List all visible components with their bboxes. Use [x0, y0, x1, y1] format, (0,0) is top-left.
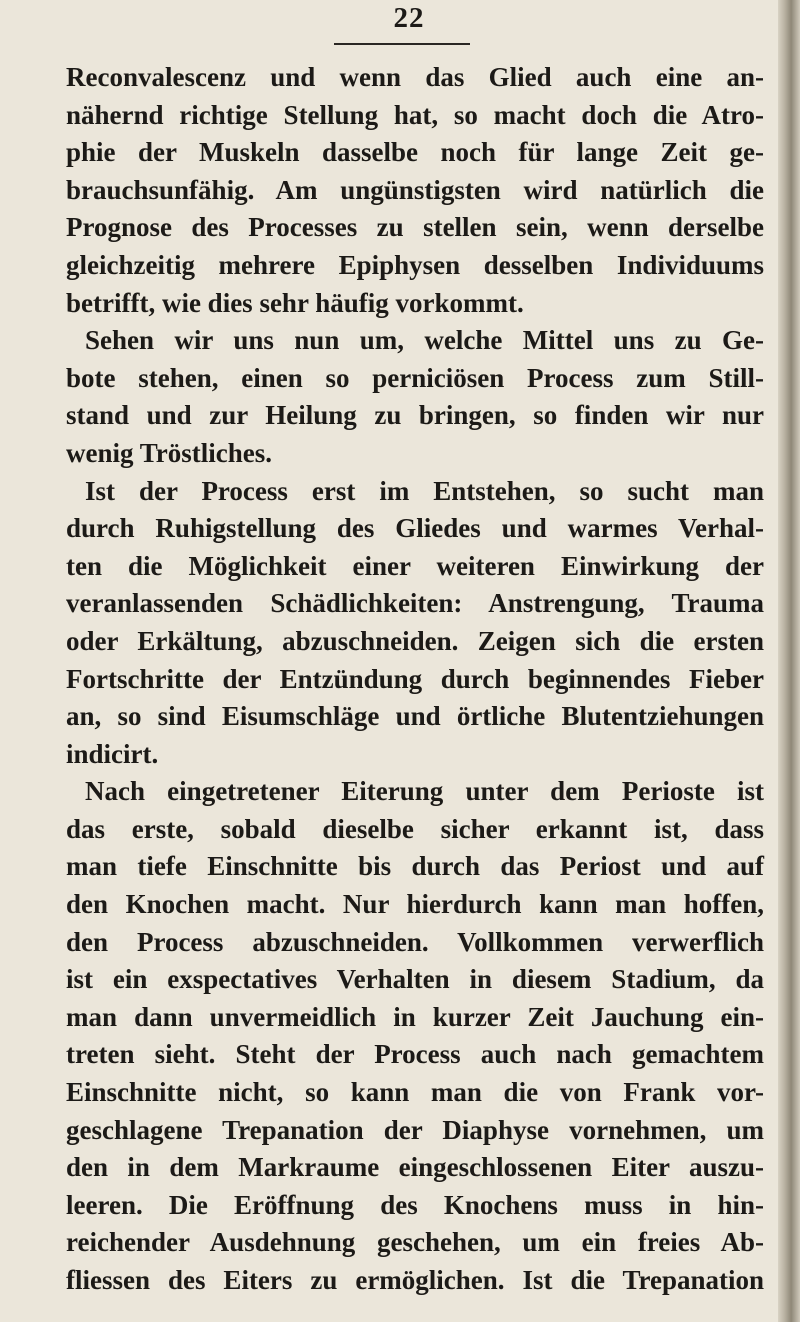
text-line: Fortschritte der Entzündung durch beginnendes Fieber	[66, 663, 764, 694]
text-line: an, so sind Eisumschläge und örtliche Blutentziehungen	[66, 701, 764, 732]
page-number	[0, 2, 800, 35]
text-line: Prognose des Processes zu stellen sein, wenn derselbe	[66, 212, 764, 243]
text-line: oder Erkältung, abzuschneiden. Zeigen sich die ersten	[66, 625, 764, 656]
text-line: brauchsunfähig. Am ungünstigsten wird natürlich die	[66, 174, 764, 205]
text-line: gleichzeitig mehrere Epiphysen desselben Individuums	[66, 249, 764, 280]
text-line: indicirt.	[66, 738, 159, 769]
text-line: Sehen wir uns nun um, welche Mittel uns zu Ge-	[85, 325, 764, 356]
text-line: den in dem Markraume eingeschlossenen Eiter auszu-	[66, 1152, 764, 1183]
text-line: das erste, sobald dieselbe sicher erkannt ist, dass	[66, 813, 764, 844]
text-line: leeren. Die Eröffnung des Knochens muss in hin-	[66, 1189, 764, 1220]
text-line: reichender Ausdehnung geschehen, um ein freies Ab-	[66, 1227, 764, 1258]
text-line: ten die Möglichkeit einer weiteren Einwirkung der	[66, 550, 764, 581]
text-line: Einschnitte nicht, so kann man die von Frank vor-	[66, 1077, 764, 1108]
text-line: phie der Muskeln dasselbe noch für lange Zeit ge-	[66, 137, 764, 168]
text-line: Reconvalescenz und wenn das Glied auch eine an-	[66, 62, 764, 92]
text-line: betrifft, wie dies sehr häufig vorkommt.	[66, 287, 524, 318]
text-line: durch Ruhigstellung des Gliedes und warmes Verhal-	[66, 513, 764, 544]
text-line: treten sieht. Steht der Process auch nach gemachtem	[66, 1039, 764, 1070]
text-line: nähernd richtige Stellung hat, so macht doch die Atro-	[66, 99, 764, 130]
text-line: wenig Tröstliches.	[66, 437, 272, 468]
text-line: fliessen des Eiters zu ermöglichen. Ist die Trepanation	[66, 1265, 764, 1295]
page-edge	[778, 0, 800, 1322]
text-line: geschlagene Trepanation der Diaphyse vornehmen, um	[66, 1114, 764, 1145]
text-line: den Process abzuschneiden. Vollkommen verwerflich	[66, 926, 764, 957]
text-line: den Knochen macht. Nur hierdurch kann man hoffen,	[66, 889, 764, 920]
text-line: veranlassenden Schädlichkeiten: Anstrengung, Trauma	[66, 588, 764, 619]
text-line: man dann unvermeidlich in kurzer Zeit Jauchung ein-	[66, 1001, 764, 1032]
text-line: Ist der Process erst im Entstehen, so sucht man	[85, 475, 764, 506]
page-number-text: 22	[393, 2, 425, 34]
body-text	[66, 59, 764, 1300]
text-line: stand und zur Heilung zu bringen, so finden wir nur	[66, 400, 764, 431]
page-number-rule	[334, 43, 470, 45]
text-line: man tiefe Einschnitte bis durch das Periost und auf	[66, 851, 764, 882]
text-line: bote stehen, einen so perniciösen Process zum Still-	[66, 362, 764, 393]
text-line: ist ein exspectatives Verhalten in diesem Stadium, da	[66, 964, 764, 995]
text-line: Nach eingetretener Eiterung unter dem Perioste ist	[85, 776, 764, 807]
